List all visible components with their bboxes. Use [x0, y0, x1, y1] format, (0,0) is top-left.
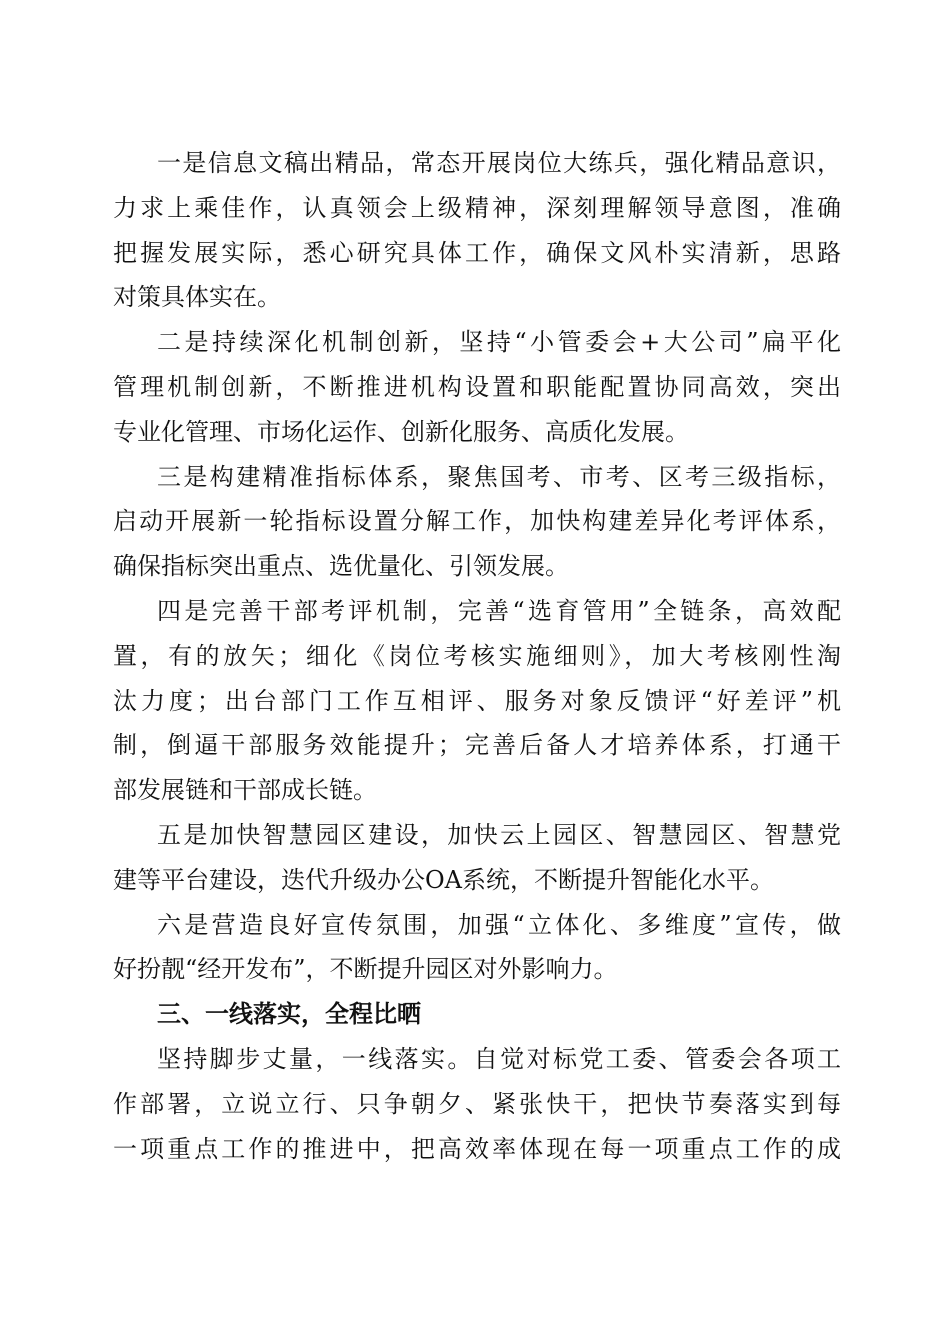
- text-line: 二是持续深化机制创新，坚持“小管委会+大公司”扁平化: [157, 328, 841, 357]
- paragraph: [113, 141, 841, 320]
- text-line: 建等平台建设，迭代升级办公OA系统，不断提升智能化水平。: [113, 865, 775, 894]
- text-line: 六是营造良好宣传氛围，加强“立体化、多维度”宣传，做: [157, 910, 841, 939]
- text-line: 四是完善干部考评机制，完善“选育管用”全链条，高效配: [157, 596, 841, 625]
- paragraph: [113, 455, 841, 589]
- text-line: 三、一线落实，全程比晒: [157, 1000, 421, 1029]
- text-line: 确保指标突出重点、选优量化、引领发展。: [113, 552, 569, 581]
- document-page: [113, 141, 841, 1171]
- paragraph: [113, 1037, 841, 1171]
- paragraph: [113, 813, 841, 903]
- text-line: 好扮靓“经开发布”，不断提升园区对外影响力。: [113, 955, 618, 984]
- text-line: 坚持脚步丈量，一线落实。自觉对标党工委、管委会各项工: [157, 1044, 841, 1073]
- text-line: 汰力度；出台部门工作互相评、服务对象反馈评“好差评”机: [113, 686, 841, 715]
- paragraph: [113, 589, 841, 813]
- text-line: 一项重点工作的推进中，把高效率体现在每一项重点工作的成: [113, 1134, 841, 1163]
- text-line: 对策具体实在。: [113, 283, 281, 312]
- text-line: 五是加快智慧园区建设，加快云上园区、智慧园区、智慧党: [157, 820, 841, 849]
- paragraph: [113, 320, 841, 454]
- text-line: 三是构建精准指标体系，聚焦国考、市考、区考三级指标，: [157, 462, 841, 491]
- text-line: 启动开展新一轮指标设置分解工作，加快构建差异化考评体系，: [113, 507, 841, 536]
- section-heading: [113, 992, 841, 1037]
- text-line: 一是信息文稿出精品，常态开展岗位大练兵，强化精品意识，: [157, 149, 841, 177]
- text-line: 管理机制创新，不断推进机构设置和职能配置协同高效，突出: [113, 372, 841, 401]
- text-line: 力求上乘佳作，认真领会上级精神，深刻理解领导意图，准确: [113, 193, 841, 222]
- text-line: 专业化管理、市场化运作、创新化服务、高质化发展。: [113, 417, 689, 446]
- text-line: 作部署，立说立行、只争朝夕、紧张快干，把快节奏落实到每: [113, 1089, 841, 1118]
- text-line: 制，倒逼干部服务效能提升；完善后备人才培养体系，打通干: [113, 731, 841, 760]
- text-line: 把握发展实际，悉心研究具体工作，确保文风朴实清新，思路: [113, 238, 841, 267]
- text-line: 置，有的放矢；细化《岗位考核实施细则》，加大考核刚性淘: [113, 641, 841, 670]
- paragraph: [113, 903, 841, 993]
- text-line: 部发展链和干部成长链。: [113, 776, 377, 805]
